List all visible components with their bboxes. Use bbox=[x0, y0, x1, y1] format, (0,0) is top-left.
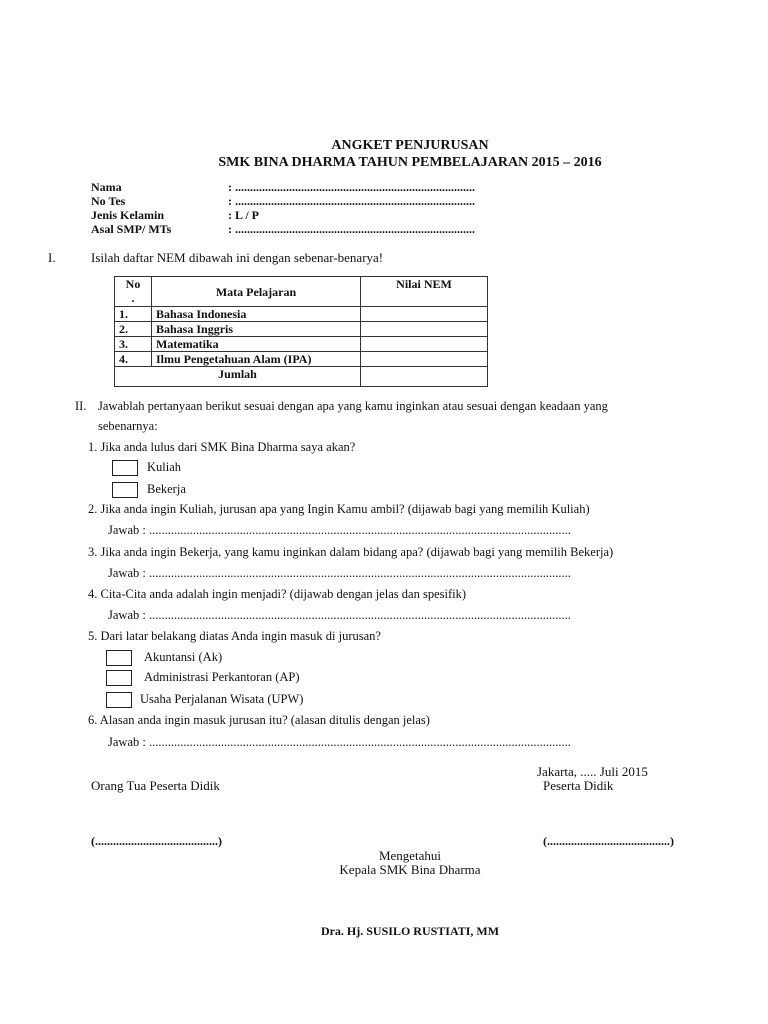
score-cell[interactable] bbox=[361, 307, 488, 322]
field-jenis-kelamin[interactable]: : L / P bbox=[228, 208, 260, 222]
table-header-score: Nilai NEM bbox=[361, 277, 488, 307]
place-date: Jakarta, ..... Juli 2015 bbox=[537, 764, 648, 779]
student-signature-label: Peserta Didik bbox=[543, 778, 614, 793]
option-bekerja: Bekerja bbox=[147, 482, 186, 496]
score-cell[interactable] bbox=[361, 322, 488, 337]
table-total-row: Jumlah bbox=[115, 367, 488, 387]
question-6: 6. Alasan anda ingin masuk jurusan itu? (alasan ditulis dengan jelas) bbox=[88, 713, 430, 727]
table-header-no: No . bbox=[115, 277, 152, 307]
question-4: 4. Cita-Cita anda adalah ingin menjadi? (dijawab dengan jelas dan spesifik) bbox=[88, 587, 467, 601]
checkbox-administrasi-perkantoran[interactable] bbox=[106, 670, 132, 686]
form-subtitle: SMK BINA DHARMA TAHUN PEMBELAJARAN 2015 – 2016 bbox=[218, 155, 602, 170]
checkbox-bekerja[interactable] bbox=[112, 482, 138, 498]
student-signature-line[interactable]: (.........................................) bbox=[543, 834, 674, 848]
field-nama[interactable]: : ................................................................................ bbox=[228, 180, 475, 194]
acknowledged-label: Mengetahui bbox=[378, 848, 442, 863]
question-5: 5. Dari latar belakang diatas Anda ingin masuk di jurusan? bbox=[88, 629, 381, 643]
principal-role: Kepala SMK Bina Dharma bbox=[339, 862, 481, 877]
question-2: 2. Jika anda ingin Kuliah, jurusan apa yang Ingin Kamu ambil? (dijawab bagi yang memilih Kuliah) bbox=[88, 502, 590, 516]
answer-field-4[interactable]: Jawab : ....................................................................................................................................... bbox=[108, 608, 571, 622]
principal-name: Dra. Hj. SUSILO RUSTIATI, MM bbox=[320, 924, 500, 938]
option-akuntansi: Akuntansi (Ak) bbox=[144, 650, 223, 664]
question-1: 1. Jika anda lulus dari SMK Bina Dharma saya akan? bbox=[88, 440, 356, 454]
option-administrasi-perkantoran: Administrasi Perkantoran (AP) bbox=[144, 670, 300, 684]
table-row: 4. Ilmu Pengetahuan Alam (IPA) bbox=[115, 352, 488, 367]
table-row: 1. Bahasa Indonesia bbox=[115, 307, 488, 322]
label-jenis-kelamin: Jenis Kelamin bbox=[91, 208, 165, 222]
table-row: 3. Matematika bbox=[115, 337, 488, 352]
question-3: 3. Jika anda ingin Bekerja, yang kamu inginkan dalam bidang apa? (dijawab bagi yang memilih Bekerja) bbox=[88, 545, 614, 559]
checkbox-akuntansi[interactable] bbox=[106, 650, 132, 666]
checkbox-usaha-perjalanan-wisata[interactable] bbox=[106, 692, 132, 708]
field-asal-smp[interactable]: : ................................................................................ bbox=[228, 222, 475, 236]
form-title: ANGKET PENJURUSAN bbox=[331, 138, 489, 153]
section-1-numeral: I. bbox=[48, 250, 56, 265]
answer-field-6[interactable]: Jawab : ....................................................................................................................................... bbox=[108, 735, 571, 749]
checkbox-kuliah[interactable] bbox=[112, 460, 138, 476]
label-nama: Nama bbox=[91, 180, 122, 194]
field-no-tes[interactable]: : ................................................................................ bbox=[228, 194, 475, 208]
label-asal-smp: Asal SMP/ MTs bbox=[91, 222, 172, 236]
table-header-subject: Mata Pelajaran bbox=[152, 277, 361, 307]
section-1-instruction: Isilah daftar NEM dibawah ini dengan sebenar-benarya! bbox=[91, 250, 384, 265]
answer-field-3[interactable]: Jawab : ....................................................................................................................................... bbox=[108, 566, 571, 580]
option-usaha-perjalanan-wisata: Usaha Perjalanan Wisata (UPW) bbox=[140, 692, 304, 706]
label-no-tes: No Tes bbox=[91, 194, 126, 208]
section-2-numeral: II. bbox=[75, 399, 87, 413]
section-2-instruction-cont: sebenarnya: bbox=[98, 419, 158, 433]
parent-signature-label: Orang Tua Peserta Didik bbox=[91, 778, 220, 793]
score-cell[interactable] bbox=[361, 352, 488, 367]
section-2-instruction: Jawablah pertanyaan berikut sesuai dengan apa yang kamu inginkan atau sesuai dengan keadaan yang bbox=[98, 399, 608, 413]
nem-table bbox=[114, 276, 488, 387]
answer-field-2[interactable]: Jawab : ....................................................................................................................................... bbox=[108, 523, 571, 537]
parent-signature-line[interactable]: (.........................................) bbox=[91, 834, 222, 848]
table-row: 2. Bahasa Inggris bbox=[115, 322, 488, 337]
option-kuliah: Kuliah bbox=[147, 460, 182, 474]
total-score-cell[interactable] bbox=[361, 367, 488, 387]
score-cell[interactable] bbox=[361, 337, 488, 352]
